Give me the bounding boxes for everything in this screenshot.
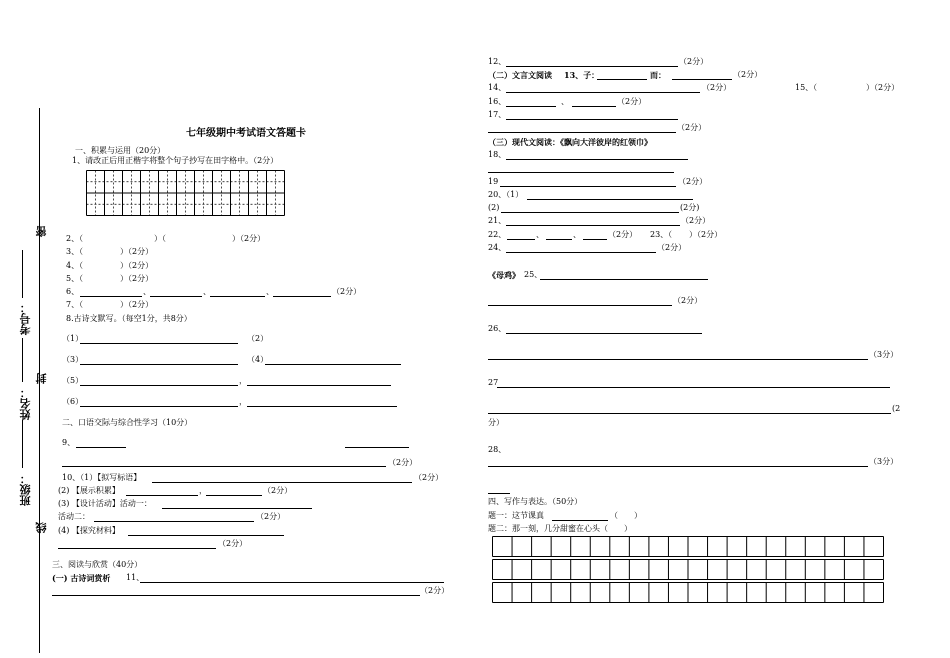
q28-score: （3分） bbox=[869, 457, 899, 466]
q17-blank-2[interactable] bbox=[488, 132, 676, 133]
q24-label: 24、 bbox=[488, 243, 507, 252]
q28-blank[interactable] bbox=[488, 466, 868, 467]
q21-blank[interactable] bbox=[506, 225, 680, 226]
name-label: 姓名： bbox=[19, 387, 32, 420]
q15-label: 15、（ bbox=[795, 83, 818, 92]
q26-score: （3分） bbox=[869, 350, 899, 359]
q12-label: 12、 bbox=[488, 57, 507, 66]
poem-blank-6b[interactable] bbox=[247, 406, 397, 407]
q26-label: 26、 bbox=[488, 324, 507, 333]
poem-blank-label-6: （6） bbox=[62, 397, 84, 406]
poem-blank-1[interactable] bbox=[80, 343, 238, 344]
q6-sep-3: 、 bbox=[266, 287, 274, 296]
q19-blank[interactable] bbox=[500, 186, 676, 187]
q5-label: 5、（ bbox=[66, 274, 84, 283]
q16-score: （2分） bbox=[617, 97, 647, 106]
q1-instruction: 1、请改正后用正楷字将整个句子抄写在田字格中。（2分） bbox=[72, 156, 279, 165]
q10-2-blank-2[interactable] bbox=[206, 495, 262, 496]
q7-end: ）（2分） bbox=[120, 300, 154, 309]
q16-blank-2[interactable] bbox=[572, 106, 616, 107]
poem-blank-6a[interactable] bbox=[80, 406, 238, 407]
q10-1-label: 10、（1）【拟写标语】 bbox=[62, 473, 142, 482]
q16-sep: 、 bbox=[561, 97, 569, 106]
q10-1-score: （2分） bbox=[414, 473, 444, 482]
binding-char-mi: 密 bbox=[35, 226, 48, 237]
muji-heading: 《母鸡》 bbox=[488, 270, 520, 280]
q3-end: ）（2分） bbox=[120, 247, 154, 256]
q4-end: ）（2分） bbox=[120, 261, 154, 270]
topic1-end: （ ） bbox=[610, 511, 642, 520]
q9-blank-2[interactable] bbox=[345, 447, 409, 448]
q25-blank-1[interactable] bbox=[540, 279, 708, 280]
q14-label: 14、 bbox=[488, 83, 507, 92]
q18-blank-2[interactable] bbox=[488, 172, 674, 173]
q17-score: （2分） bbox=[677, 123, 707, 132]
q6-blank-2[interactable] bbox=[150, 296, 202, 297]
q25-blank-2[interactable] bbox=[488, 305, 672, 306]
q9-label: 9、 bbox=[62, 438, 76, 447]
q11-blank-2[interactable] bbox=[52, 595, 420, 596]
q10-4-score: （2分） bbox=[218, 539, 248, 548]
q22-sep-1: 、 bbox=[536, 230, 544, 239]
q6-label: 6、 bbox=[66, 287, 80, 296]
poem-blank-label-4: （4） bbox=[247, 355, 269, 364]
q11-label: 11、 bbox=[126, 573, 145, 582]
q6-sep-2: 、 bbox=[203, 287, 211, 296]
comma: ， bbox=[239, 397, 247, 406]
poem-blank-label-2: （2） bbox=[247, 334, 269, 343]
q10-2-score: （2分） bbox=[263, 486, 293, 495]
q6-sep-1: 、 bbox=[143, 287, 151, 296]
q17-label: 17、 bbox=[488, 110, 507, 119]
q16-blank-1[interactable] bbox=[506, 106, 556, 107]
exam-number-label: 考号： bbox=[19, 302, 32, 335]
q18-label: 18、 bbox=[488, 150, 507, 159]
q20-1-label: 20、（1） bbox=[488, 190, 524, 199]
q15-end: ）（2分） bbox=[866, 83, 900, 92]
binding-char-feng: 封 bbox=[35, 373, 48, 384]
exam-number-line bbox=[22, 250, 23, 298]
q10-3-blank-2[interactable] bbox=[94, 521, 254, 522]
q22-blank-3[interactable] bbox=[583, 239, 607, 240]
q22-blank-2[interactable] bbox=[546, 239, 572, 240]
q28-label: 28、 bbox=[488, 445, 507, 454]
poem-blank-label-1: （1） bbox=[62, 334, 84, 343]
q8-instruction: 8.古诗文默写。（每空1分，共8分） bbox=[66, 314, 192, 323]
sub3-heading: （三）现代文阅读：《飘向大洋彼岸的红领巾》 bbox=[488, 137, 652, 147]
q25-label: 25、 bbox=[524, 270, 543, 279]
q10-1-blank[interactable] bbox=[152, 482, 412, 483]
q10-3-blank-1[interactable] bbox=[162, 508, 312, 509]
q10-3-score: （2分） bbox=[256, 512, 286, 521]
q10-3-label-2: 活动二： bbox=[58, 512, 90, 521]
q13-label: 13、子： bbox=[564, 70, 600, 80]
q19-label: 19 bbox=[488, 177, 499, 186]
name-line bbox=[22, 338, 23, 382]
q10-4-label: (4) 【探究材料】 bbox=[58, 526, 120, 535]
q9-blank-1[interactable] bbox=[76, 447, 126, 448]
q7-label: 7、（ bbox=[66, 300, 84, 309]
q27-blank-2[interactable] bbox=[488, 413, 891, 414]
topic2: 题二：那一刻，几分甜蜜在心头（ ） bbox=[488, 524, 632, 533]
q18-blank-1[interactable] bbox=[506, 159, 688, 160]
q20-1-blank[interactable] bbox=[527, 199, 693, 200]
class-label: 班级： bbox=[19, 473, 32, 506]
section4-heading: 四、写作与表达。（50分） bbox=[488, 497, 583, 506]
poem-blank-4[interactable] bbox=[265, 364, 401, 365]
q4-label: 4、（ bbox=[66, 261, 84, 270]
q20-score: (2分) bbox=[680, 203, 700, 212]
q10-4-blank-2[interactable] bbox=[58, 548, 216, 549]
poem-blank-5b[interactable] bbox=[247, 385, 391, 386]
q11-blank-1[interactable] bbox=[140, 582, 444, 583]
q6-blank-3[interactable] bbox=[210, 296, 265, 297]
poem-blank-label-3: （3） bbox=[62, 355, 84, 364]
comma: ， bbox=[239, 376, 247, 385]
q6-blank-4[interactable] bbox=[273, 296, 331, 297]
q13-score: （2分） bbox=[733, 70, 763, 79]
q16-label: 16、 bbox=[488, 97, 507, 106]
q5-end: ）（2分） bbox=[120, 274, 154, 283]
q26-blank-2[interactable] bbox=[488, 359, 868, 360]
tianzi-grid[interactable] bbox=[86, 170, 285, 216]
q19-score: （2分） bbox=[678, 177, 708, 186]
q22-score: （2分） bbox=[608, 230, 638, 239]
q28-tail-blank[interactable] bbox=[488, 493, 510, 494]
q13-label-2: 而： bbox=[650, 70, 666, 80]
q20-2-label: (2) bbox=[488, 203, 500, 212]
sub2-heading: （二）文言文阅读 bbox=[488, 70, 552, 80]
poem-blank-3[interactable] bbox=[80, 364, 238, 365]
q11-score: （2分） bbox=[420, 586, 450, 595]
q22-blank-1[interactable] bbox=[507, 239, 535, 240]
topic1-blank[interactable] bbox=[552, 520, 608, 521]
q23-label: 23、（ bbox=[650, 230, 673, 239]
q17-blank-1[interactable] bbox=[506, 119, 678, 120]
q2-end: ）（2分） bbox=[232, 234, 266, 243]
q10-3-label: (3) 【设计活动】活动一： bbox=[58, 499, 152, 508]
q27-label: 27 bbox=[488, 378, 499, 387]
section3-heading: 三、阅读与欣赏（40分） bbox=[52, 560, 143, 569]
q14-score: （2分） bbox=[702, 83, 732, 92]
q2-mid: ）（ bbox=[154, 234, 166, 243]
q23-end: ）（2分） bbox=[689, 230, 723, 239]
q6-blank-1[interactable] bbox=[80, 296, 142, 297]
q13-blank-2[interactable] bbox=[672, 79, 732, 80]
q10-4-blank-1[interactable] bbox=[128, 535, 284, 536]
q27-blank-1[interactable] bbox=[497, 387, 890, 388]
q3-label: 3、（ bbox=[66, 247, 84, 256]
q26-blank-1[interactable] bbox=[506, 333, 702, 334]
class-line bbox=[22, 420, 23, 468]
q6-score: （2分） bbox=[332, 287, 362, 296]
q14-blank[interactable] bbox=[506, 92, 700, 93]
q2-label: 2、（ bbox=[66, 234, 84, 243]
section2-heading: 二、口语交际与综合性学习（10分） bbox=[62, 418, 193, 427]
q22-sep-2: 、 bbox=[573, 230, 581, 239]
q13-blank-1[interactable] bbox=[597, 79, 647, 80]
binding-char-xian: 线 bbox=[35, 522, 48, 533]
q12-score: （2分） bbox=[679, 57, 709, 66]
comma: ， bbox=[199, 486, 207, 495]
q25-score: （2分） bbox=[673, 296, 703, 305]
q21-score: （2分） bbox=[681, 216, 711, 225]
q27-score-open: (2 bbox=[892, 404, 901, 413]
q24-score: （2分） bbox=[657, 243, 687, 252]
q27-score-close: 分） bbox=[488, 418, 504, 427]
topic1: 题一：这节课真 bbox=[488, 511, 544, 520]
q9-blank-3[interactable] bbox=[62, 466, 386, 467]
q22-label: 22、 bbox=[488, 230, 507, 239]
q12-blank[interactable] bbox=[506, 66, 678, 67]
poem-blank-label-5: （5） bbox=[62, 376, 84, 385]
q10-2-label: (2) 【展示积累】 bbox=[58, 486, 120, 495]
q20-2-blank[interactable] bbox=[501, 212, 679, 213]
composition-grid[interactable] bbox=[492, 536, 884, 603]
q10-2-blank-1[interactable] bbox=[126, 495, 198, 496]
q9-score: （2分） bbox=[388, 458, 418, 467]
page-title: 七年级期中考试语文答题卡 bbox=[186, 128, 306, 139]
section3-sub1: (一) 古诗词赏析 bbox=[52, 573, 111, 583]
section1-heading: 一、积累与运用（20分） bbox=[75, 146, 166, 155]
poem-blank-5a[interactable] bbox=[80, 385, 238, 386]
q24-blank[interactable] bbox=[506, 252, 656, 253]
q21-label: 21、 bbox=[488, 216, 507, 225]
